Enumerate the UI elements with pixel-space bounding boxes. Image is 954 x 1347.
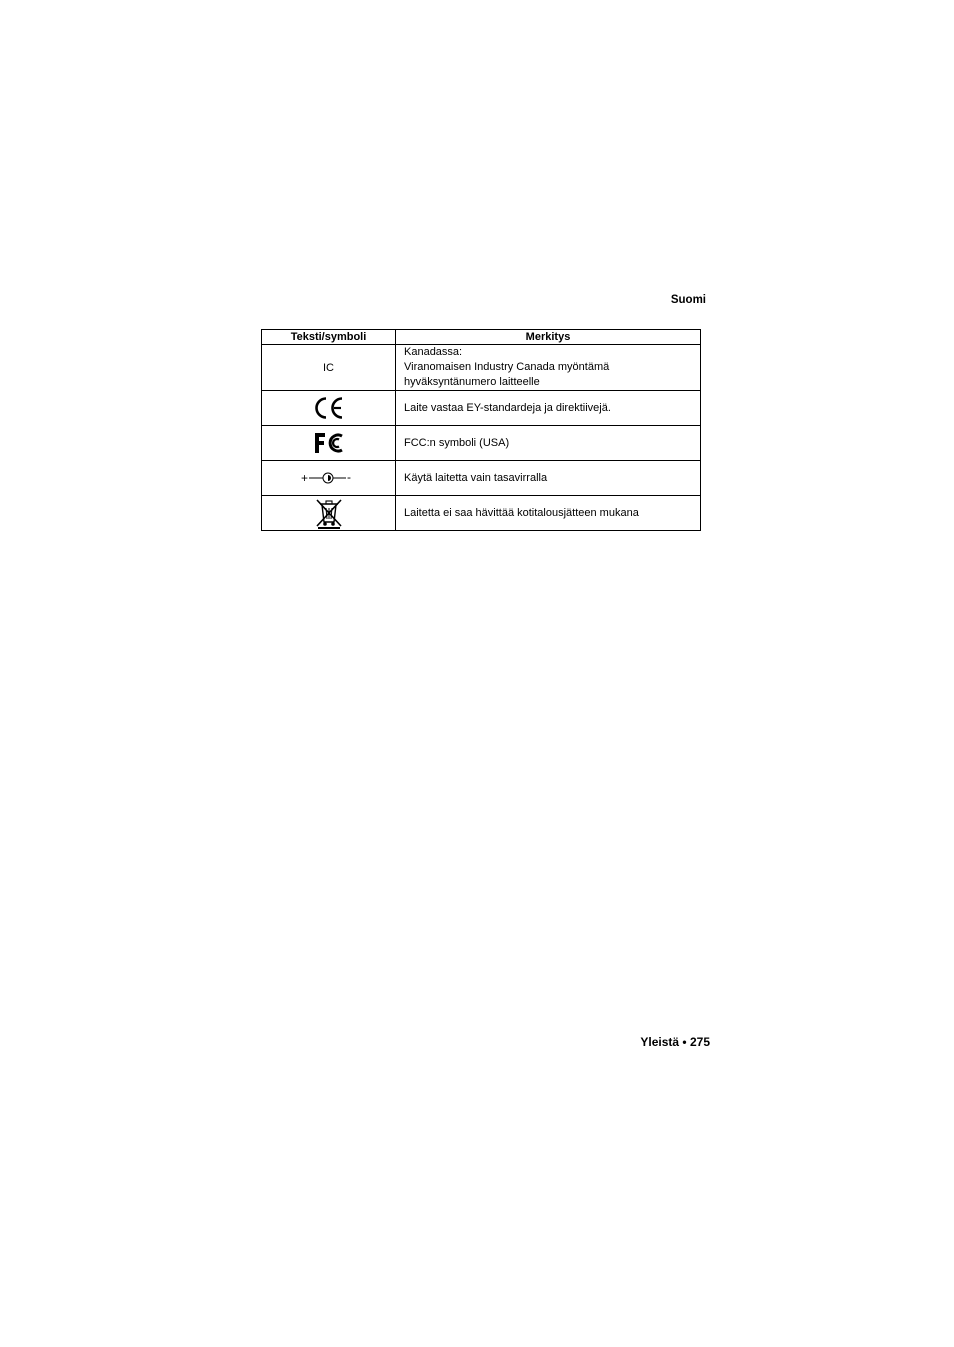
page-footer: Yleistä • 275 — [640, 1035, 710, 1049]
meaning-line: Laite vastaa EY-standardeja ja direktiivejä. — [404, 401, 611, 414]
table-row — [262, 426, 701, 461]
table-row — [262, 496, 701, 531]
column-header-meaning: Merkitys — [396, 330, 701, 345]
meaning-line: Kanadassa: — [404, 346, 463, 358]
table-row — [262, 391, 701, 426]
meaning-line: Viranomaisen Industry Canada myöntämä — [404, 361, 610, 373]
table-row — [262, 345, 701, 391]
meaning-cell — [396, 345, 701, 391]
symbol-cell — [262, 461, 396, 496]
crossed-bin-icon — [314, 497, 344, 529]
symbol-cell — [262, 345, 396, 391]
ce-mark-icon — [313, 396, 345, 420]
minus-sign: - — [346, 470, 351, 484]
table-row — [262, 461, 701, 496]
fcc-logo-icon — [313, 431, 345, 455]
column-header-symbol: Teksti/symboli — [262, 330, 396, 345]
section-label: Suomi — [670, 294, 706, 306]
meaning-line: Laitetta ei saa hävittää kotitalousjätteen mukana — [404, 506, 639, 519]
meaning-line: Käytä laitetta vain tasavirralla — [404, 471, 548, 484]
meaning-cell — [396, 426, 701, 461]
symbol-cell — [262, 496, 396, 531]
meaning-line: hyväksyntänumero laitteelle — [404, 376, 540, 388]
meaning-cell — [396, 496, 701, 531]
meaning-cell — [396, 391, 701, 426]
symbol-cell — [262, 391, 396, 426]
table-header-row — [262, 330, 701, 345]
meaning-line: FCC:n symboli (USA) — [404, 436, 510, 449]
ic-text: IC — [323, 361, 334, 374]
dc-polarity-icon — [301, 470, 357, 486]
symbol-cell — [262, 426, 396, 461]
plus-sign: + — [300, 471, 308, 485]
symbol-table — [261, 329, 701, 531]
meaning-cell — [396, 461, 701, 496]
